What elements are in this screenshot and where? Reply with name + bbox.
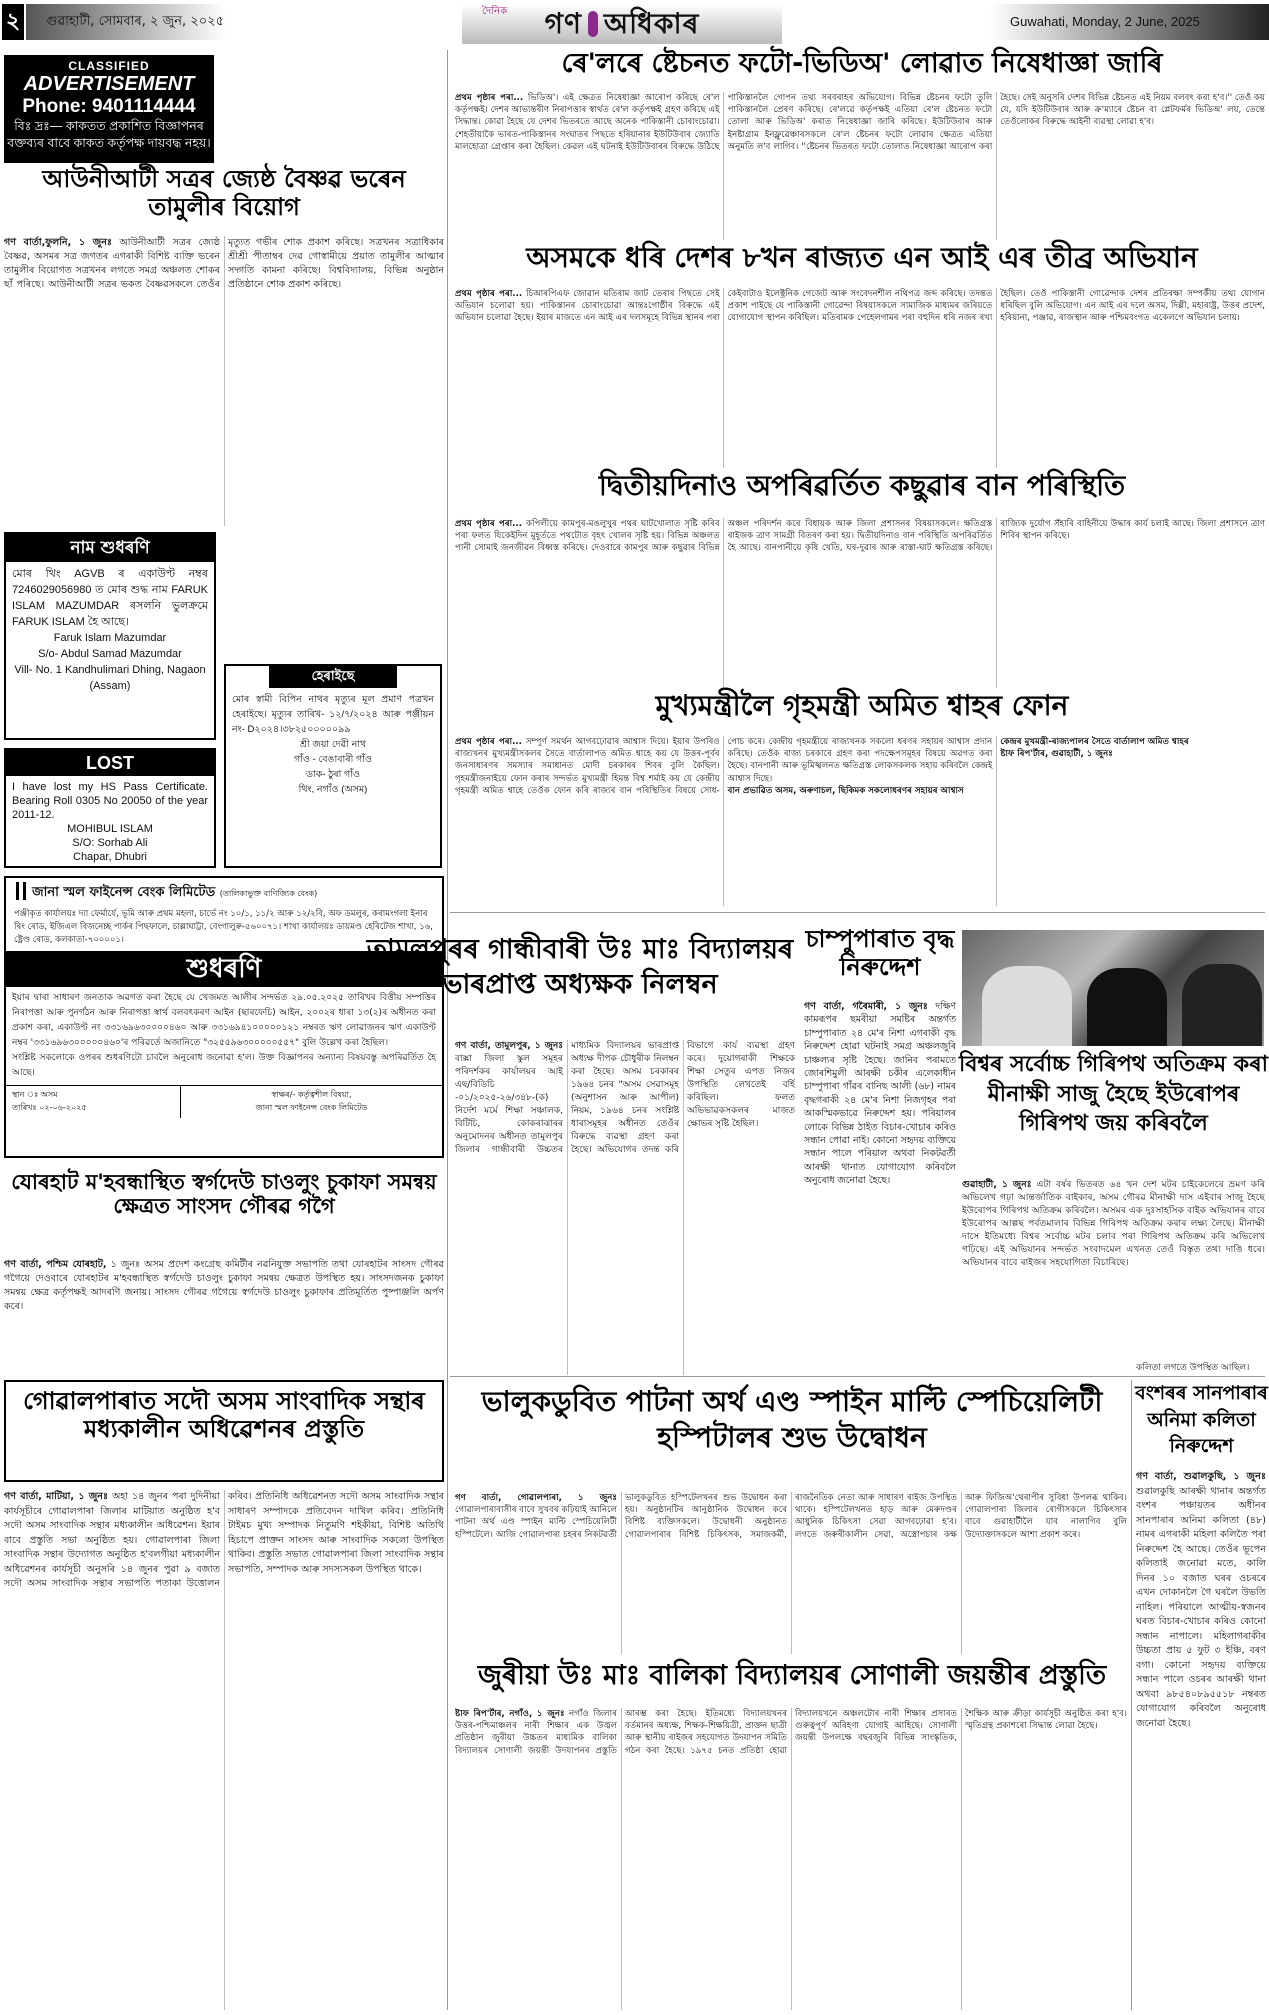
missing-woman-article [1136, 1470, 1266, 2010]
notice-address: গাঁও - বেঙাবাৰী গাঁও [293, 754, 372, 765]
subheadline: বান প্ৰভাৱিত অসম, অৰুণাচল, ছিকিমক সকলোধৰণৰ সহায়ৰ আশ্বাস [727, 785, 964, 796]
amit-shah-article [455, 736, 1265, 906]
dateline: গণ বাৰ্তা, পশ্চিম যোৰহাট, [4, 1259, 107, 1270]
patna-article [455, 1492, 1127, 1654]
ad-disclaimer: বিঃ দ্ৰঃ— কাকতত প্ৰকাশিত বিজ্ঞাপনৰ বক্তব্যৰ বাবে কাকত কৰ্তৃপক্ষ দায়বদ্ধ নহয়। [7, 119, 211, 150]
dateline: গণ বাৰ্তা, শুৱালকুছি, ১ জুনঃ [1136, 1471, 1266, 1482]
railway-photo-ban-headline: ৰে'লৰে ষ্টেচনত ফটো-ভিডিঅ' লোৱাত নিষেধাজ্ঞা জাৰি [561, 48, 1163, 79]
notice-title: নাম শুধৰণি [6, 534, 214, 562]
article-body: আউনীআটী সত্ৰৰ জ্যেষ্ঠ বৈষ্ণৱ, অসমৰ সত্ৰ জগতৰ এগৰাকী বিশিষ্ট ব্যক্তি ভৰেন তামুলীৰ বিয়োগত সত্ৰখনৰ লগতে সমগ্ৰ অঞ্চলত শোকৰ ছাঁ পৰিছে। আউনীআটী সত্ৰৰ ভকত বৈষ্ণৱসকলে তেওঁৰ মৃত্যুত গভীৰ শোক প্ৰকাশ কৰিছে। সত্ৰখনৰ সত্ৰাধিকাৰ শ্ৰীশ্ৰী পীতাম্বৰ দেৱ গোস্বামীয়ে প্ৰয়াত তামুলীৰ আত্মাৰ সদ্গতি কামনা কৰিছে। বিশ্ববিদ্যালয়, বিভিন্ন অনুষ্ঠান প্ৰতিষ্ঠানে শোক প্ৰকাশ কৰিছে। [4, 237, 444, 290]
person-figure [982, 966, 1072, 1046]
bank-subtitle: (তালিকাভুক্ত বাণিজ্যিক বেংক) [219, 889, 318, 898]
article-body: এটা বৰ্ষৰ ভিতৰত ৬৪ খন দেশ মটৰ চাইকেলেৰে ভ্ৰমণ কৰি অভিলেখ গঢ়া আন্তৰ্জাতিক বাইকাৰ, অসম গৌৰৱ মীনাক্ষী দাস এইবাৰ সাজু হৈছে ইউৰোপৰ গিৰিপথ অতিক্ৰম কৰিবলৈ। অসমৰ এক দুঃসাহসিক বাইক অভিযানৰ বাবে ইউৰোপৰ আল্পছ পৰ্বতমালাৰ বিভিন্ন গিৰিপথ অতিক্ৰম কৰাৰ লক্ষ্য লৈছে। মীনাক্ষী দাসে ইতিমধ্যে বিশ্বৰ সৰ্বোচ্চ মটৰ চলাব পৰা গিৰিপথ অতিক্ৰম কৰি অভিলেখ গঢ়িছে। এই অভিযানৰ সন্দৰ্ভত সংবাদমেল এখনত তেওঁ বিস্তৃত তথ্য দাঙি ধৰে। অভিযানৰ বাবে ৰাইজৰ সহযোগিতা বিচাৰিছে। [962, 1179, 1265, 1268]
notice-name: MOHIBUL ISLAM [67, 823, 153, 835]
advertisement-label: ADVERTISEMENT [23, 73, 195, 95]
corrigendum-text2: সংশ্লিষ্ট সকলোকে ওপৰৰ শুধৰণিটো চাবলৈ অনুৰোধ জনোৱা হ'ল। উক্ত বিজ্ঞাপনৰ অন্যান্য বিষয়বস্তু অপৰিৱৰ্তিত হৈ আছে। [12, 1053, 436, 1078]
bank-address: পঞ্জীকৃত কাৰ্যালয়ঃ দ্যা ফেৰ্মাৰ্যে, ভূমি আৰু প্ৰথম মহলা, চাৰ্ভে নং ১০/১, ১১/২ আৰু ১২/২বি, অফ ডমলুৰ, কৰামংগলা ইনাৰ ৰিং ৰোড, ইজিএল বিজনেচ্ছ পাৰ্কৰ পিছফালে, চাল্লাঘাট্টা, বেংগালুৰু-৫৬০০৭১। শাখা কাৰ্যালয়ঃ ডায়মণ্ড হেৰিটেজ শাখা, ১৬, ষ্ট্ৰেণ্ড ৰোড, কলকাতা-৭০০০০১। [14, 909, 433, 945]
date: তাৰিখঃ ০২-০৬-২০২৫ [12, 1103, 87, 1112]
amit-shah-call-headline: মুখ্যমন্ত্ৰীলৈ গৃহমন্ত্ৰী অমিত শ্বাহৰ ফোন [655, 689, 1069, 722]
dateline: গুৱাহাটী, ১ জুনঃ [962, 1179, 1032, 1190]
signatory: স্বাক্ষৰ/- কৰ্তৃত্বশীল বিষয়া, [271, 1090, 352, 1099]
subheadline: কেন্দ্ৰৰ মুখমন্ত্ৰী-ৰাজ্যপালৰ সৈতে বাৰ্তালাপ অমিত শ্বাহৰ [1000, 737, 1189, 747]
article-body: ১ জুনঃ অসম প্ৰদেশ কংগ্ৰেছ কমিটীৰ নৱনিযুক্ত সভাপতি তথা যোৰহাটৰ সাংসদ গৌৰৱ গগৈয়ে দেওবাৰে যোৰহাটৰ ম'হবন্ধাস্থিত স্বৰ্গদেউ চাওলুং চুকাফা সমন্বয় ক্ষেত্ৰত উপস্থিত হয়। সাংসদজনক চুকাফা সমন্বয় ক্ষেত্ৰ কৰ্তৃপক্ষই আদৰণি জনায়। সাংসদ গৌৰৱ গগৈয়ে স্বৰ্গদেউ চাওলুং চুকাফাৰ প্ৰতিমূৰ্তিত পুষ্পাঞ্জলি অৰ্পণ কৰে। [4, 1259, 444, 1312]
logo-figure-icon [588, 11, 598, 37]
patna-hospital-headline: ভালুকডুবিত পাটনা অৰ্থ এণ্ড স্পাইন মাল্টি স্পেচিয়েলিটী হস্পিটালৰ শুভ উদ্বোধন [481, 1385, 1103, 1455]
dateline: ষ্টাফ ৰিপ'ৰ্টাৰ, নগাঁও, ১ জুনঃ [455, 1709, 565, 1719]
auniati-headline: আউনীআটী সত্ৰৰ জ্যেষ্ঠ বৈষ্ণৱ ভৰেন তামুলীৰ বিয়োগ [42, 165, 406, 221]
dateline: গণ বাৰ্তা, গৰৈমাৰী, ১ জুনঃ [804, 1001, 928, 1012]
date-assamese: গুৱাহাটী, সোমবাৰ, ২ জুন, ২০২৫ [26, 4, 226, 40]
corrigendum-title: শুধৰণি [6, 951, 442, 987]
notice-title: LOST [6, 750, 214, 776]
juria-school-headline: জুৰীয়া উঃ মাঃ বালিকা বিদ্যালয়ৰ সোণালী জয়ন্তীৰ প্ৰস্তুতি [477, 1660, 1107, 1691]
article-body: সম্পূৰ্ণ সমৰ্থন আগবঢ়োৱাৰ আশ্বাস দিয়ে। ইয়াৰ উপৰিও ৰাজ্যখনৰ মুখ্যমন্ত্ৰীসকলৰ সৈতে বাৰ্তালাপত অমিত শ্বাহে কয় যে উত্তৰ-পূৰ্বৰ জনসাধাৰণৰ সমস্যাৰ সমাধানত মোদী চৰকাৰৰ শিবৰ বুলি কৈছিল। গৃহমন্ত্ৰীজনাইয়ে ফোন কৰাৰ সন্দৰ্ভত মুখ্যমন্ত্ৰী হিমন্ত বিশ্ব শৰ্মাই কয় যে কেন্দ্ৰীয় গৃহমন্ত্ৰী অমিত শ্বাহে তেওঁক ফোন কৰি ৰাজ্যৰ বান পৰিস্থিতিৰ বিষয়ে সোধ-পোচ কৰে। কেন্দ্ৰীয় গৃহমন্ত্ৰীয়ে ৰাজ্যখনক সকলো ধৰণৰ সহায়ৰ আশ্বাস প্ৰদান কৰিছে। তেওঁক ৰাজ্য চৰকাৰে গ্ৰহণ কৰা পদক্ষেপসমূহৰ বিষয়ে অৱগত কৰা হৈছে। বানপানী আৰু ভূমিস্খলনত ক্ষতিগ্ৰস্ত লোকসকলক সহায় কৰিবলৈ কেন্দ্ৰই আশ্বাস দিছে। [455, 737, 993, 796]
continued-label: প্ৰথম পৃষ্ঠাৰ পৰা... [455, 289, 523, 299]
person-figure [1087, 968, 1167, 1046]
continued-label: প্ৰথম পৃষ্ঠাৰ পৰা... [455, 737, 522, 747]
article-body: দক্ষিণ কামৰূপৰ ছমৰীয়া সমষ্টিৰ অন্তৰ্গত চাম্পুপাৰাত ২৪ মে'ৰ নিশা এগৰাকী বৃদ্ধ নিৰুদ্দেশ হোৱা ঘটনাই সমগ্ৰ অঞ্চলজুৰি চাঞ্চল্যৰ সৃষ্টি হৈছে। জানিব পৰামতে জোৰশিমুলী আৰক্ষী চকীৰ এলেকাধীন চাম্পুপাৰা গাঁৱৰ বানিছ আলী (৬৮) নামৰ বৃদ্ধগৰাকী ২৪ মে'ৰ নিশা নিজগৃহৰ পৰা আকস্মিকভাৱে নিৰুদ্দেশ হয়। পৰিয়ালৰ লোকে বিভিন্ন ঠাইত বিচাৰ-খোচাৰ কৰিও সন্ধান পোৱা নাই। কোনো সহৃদয় ব্যক্তিয়ে সন্ধান পালে পৰিয়াল অথবা নিকটৱৰ্তী আৰক্ষী থানাত যোগাযোগ কৰিবলৈ অনুৰোধ জনোৱা হৈছে। [804, 1001, 956, 1187]
jorhat-article [4, 1258, 444, 1376]
classified-label: CLASSIFIED [68, 59, 150, 73]
masthead [0, 0, 1269, 46]
meenakshi-headline: বিশ্বৰ সৰ্বোচ্চ গিৰিপথ অতিক্ৰম কৰা মীনাক্ষী সাজু হৈছে ইউৰোপৰ গিৰিপথ জয় কৰিবলৈ [959, 1052, 1268, 1137]
dateline: গণ বাৰ্তা,ফুলনি, ১ জুনঃ [4, 237, 113, 248]
notice-father: S/O: Sorhab Ali [72, 837, 148, 849]
article-body: নগাঁও জিলাৰ উত্তৰ-পশ্চিমাঞ্চলৰ নাৰী শিক্ষাৰ এক উজ্বল প্ৰতিষ্ঠান জুৰীয়া উচ্চতৰ মাধ্যমিক বালিকা বিদ্যালয়ৰ সোণালী জয়ন্তী উদযাপনৰ প্ৰস্তুতি আৰম্ভ কৰা হৈছে। ইতিমধ্যে বিদ্যালয়খনৰ বৰ্তমানৰ অধ্যক্ষ, শিক্ষক-শিক্ষয়িত্ৰী, প্ৰাক্তন ছাত্ৰী আৰু স্থানীয় ৰাইজৰ সহযোগত উদযাপন সমিতি গঠন কৰা হৈছে। ১৯৭৫ চনত প্ৰতিষ্ঠা হোৱা বিদ্যালয়খনে অঞ্চলটোৰ নাৰী শিক্ষাৰ প্ৰসাৰত গুৰুত্বপূৰ্ণ অৰিহণা যোগাই আহিছে। সোণালী জয়ন্তী উপলক্ষে বছৰজুৰি বিভিন্ন সাংস্কৃতিক, শৈক্ষিক আৰু ক্ৰীড়া কাৰ্যসূচী অনুষ্ঠিত কৰা হ'ব। স্মৃতিগ্ৰন্থ প্ৰকাশৰো সিদ্ধান্ত লোৱা হৈছে। [455, 1709, 1127, 1756]
section-divider [450, 912, 1265, 913]
press-conference-photo [962, 930, 1264, 1046]
nia-raid-headline: অসমকে ধৰি দেশৰ ৮খন ৰাজ্যত এন আই এৰ তীব্ৰ অভিযান [526, 241, 1198, 274]
bank-corrigendum-notice [4, 876, 444, 1158]
logo-left: গণ [544, 7, 582, 40]
meenakshi-article [962, 1178, 1265, 1368]
goalpara-headline-box [4, 1380, 444, 1482]
classified-ad-banner [4, 55, 214, 163]
flood-article [455, 518, 1265, 688]
tamulpur-article [455, 1040, 795, 1375]
notice-name: Faruk Islam Mazumdar [53, 632, 167, 644]
column-divider [447, 50, 448, 2010]
signatory-bank: জানা স্মল ফাইনেন্স বেংক লিমিটেড [255, 1103, 368, 1112]
article-body: শুৱালকুছি আৰক্ষী থানাৰ অন্তৰ্গত বংশৰ পঞ্চায়তৰ অধীনৰ সানপাৰাৰ অনিমা কলিতা (৪৮) নামৰ এগৰাকী মহিলা কলিতৈ পৰা নিৰুদ্দেশ হৈ আছে। তেওঁৰ ভূপেন কলিতাই জনোৱা মতে, কালি দিনৰ ১০ বজাত ঘৰৰ ওচৰৰে এখন দোকানলৈ গৈ ঘৰলৈ উভতি নাহিল। পৰিয়ালে আত্মীয়-স্বজনৰ ঘৰত বিচাৰ-খোচাৰ কৰিও কোনো সন্ধান নাপালে। মহিলাগৰাকীৰ উচ্চতা প্ৰায় ৫ ফুট ৩ ইঞ্চি, বৰণ বগা। কোনো সহৃদয় ব্যক্তিয়ে সন্ধান পালে ওচৰৰ আৰক্ষী থানা অথবা ৯৮৫৪০৮৯৫৫১৮ নম্বৰত যোগাযোগ কৰিবলৈ অনুৰোধ জনোৱা হৈছে। [1136, 1485, 1266, 1729]
article-body: গোৱালপাৰাবাসীৰ বাবে সুখবৰ কঢ়িয়াই আনিলে পাটনা অৰ্থ এণ্ড স্পাইন মাল্টি স্পেচিয়েলিটী হস্পিটেলে। আজি গোৱালপাৰা চহৰৰ নিকটৱৰ্তী ভালুকডুবিত হস্পিটেলখনৰ শুভ উদ্বোধন কৰা হয়। অনুষ্ঠানটিৰ আনুষ্ঠানিক উদ্বোধন কৰে বিশিষ্ট ব্যক্তিসকলে। উদ্বোধনী অনুষ্ঠানত গোৱালপাৰাৰ বিশিষ্ট চিকিৎসক, সমাজকৰ্মী, ৰাজনৈতিক নেতা আৰু সাধাৰণ ৰাইজ উপস্থিত থাকে। হস্পিটেলখনত হাড় আৰু মেৰুদণ্ডৰ আধুনিক চিকিৎসা সেৱা আগবঢ়োৱা হ'ব। লগতে জৰুৰীকালীন সেৱা, অস্ত্ৰোপচাৰ কক্ষ আৰু ফিজিঅ'থেৰাপীৰ সুবিধা উপলব্ধ থাকিব। গোৱালপাৰা জিলাৰ ৰোগীসকলে চিকিৎসাৰ বাবে গুৱাহাটীলৈ যাব নালাগিব বুলি উদ্যোক্তাসকলে আশা প্ৰকাশ কৰে। [455, 1493, 1127, 1540]
date-english: Guwahati, Monday, 2 June, 2025 [990, 4, 1269, 40]
signature-table [6, 1085, 442, 1118]
notice-text: মোৰ থিং AGVB ৰ একাউণ্ট নম্বৰ 7246029056980 ত মোৰ শুদ্ধ নাম FARUK ISLAM MAZUMDAR ৰসলনি ভুলক্ৰমে FARUK ISLAM হৈ আছে। [12, 568, 208, 628]
article-body: অহা ১৪ জুনৰ পৰা দুদিনীয়া কাৰ্যসূচীৰে গোৱালপাৰা জিলাৰ মাটিয়াত অনুষ্ঠিত হ'ব সদৌ অসম সাংবাদিক সন্থাৰ মধ্যকালীন অধিৱেশন। ইয়াৰ বাবে প্ৰস্তুতি সভা অনুষ্ঠিত হয়। গোৱালপাৰা জিলা সাংবাদিক সন্থাৰ উদ্যোগত অনুষ্ঠিত হ'বলগীয়া মধ্যকালীন অধিৱেশনৰ কাৰ্যসূচী অনুসৰি ১৪ জুনৰ পুৱা ৯ বজাত সদৌ অসম সাংবাদিক সন্থাৰ সভাপতি পতাকা উত্তোলন কৰিব। প্ৰতিনিধি অধিৱেশনত সদৌ অসম সাংবাদিক সন্থাৰ সাধাৰণ সম্পাদকে প্ৰতিবেদন দাখিল কৰিব। প্ৰতিনিধি টাইমচ মুখ্য সম্পাদক নিতুমণি শইকীয়া, বিশিষ্ট অতিথি হিচাপে প্ৰাক্তন সাংসদ আৰু সাংবাদিক সকলো উপস্থিত থাকিব। প্ৰস্তুতি সভাত গোৱালপাৰা জিলা সাংবাদিক সন্থাৰ সভাপতি, সম্পাদক আৰু সদস্যসকল উপস্থিত থাকে। [4, 1491, 444, 1589]
jorhat-headline: যোৰহাট ম'হবন্ধাস্থিত স্বৰ্গদেউ চাওলুং চুকাফা সমন্বয় ক্ষেত্ৰত সাংসদ গৌৰৱ গগৈ [11, 1170, 437, 1219]
notice-address: Chapar, Dhubri [73, 851, 147, 863]
article-body: চিআৰপিএফ জোৱান মতিৰাম জাট তেৰাৰ পিছতে সেই অভিযান চলোৱা হয়। পাকিস্তানৰ চোৰাংচোৱা আন্তঃগোষ্ঠীৰ বিৰুদ্ধে এই অভিযান চলোৱা হৈছে। ইয়াৰ মাজতে এন আই এৰ দলসমূহে বিভিন্ন স্থানৰ পৰা কেইবাটাও ইলেক্ট্ৰনিক গেজেট আৰু সংবেদনশীল নথিপত্ৰ জব্দ কৰিছে। তদন্তত প্ৰকাশ পাইছে যে পাকিস্তানী গোৱেন্দা বিষয়াসকলে সামাজিক মাধ্যমৰ জৰিয়তে যোগাযোগ স্থাপন কৰিছিল। মতিৰামক পেহেলগামৰ পৰা বহুদিন ধৰি নজৰ ৰখা হৈছিল। তেওঁ পাকিস্তানী গোৱেন্দাক দেশৰ প্ৰতিৰক্ষা সম্পৰ্কীয় তথ্য যোগান ধৰিছিল বুলি অভিযোগ। এন আই এৰ দলে অসম, দিল্লী, মহাৰাষ্ট্ৰ, উত্তৰ প্ৰদেশ, হৰিয়ানা, পঞ্জাৱ, ৰাজস্থান আৰু পশ্চিমবংগত একেলগে অভিযান চলায়। [455, 289, 1265, 324]
goalpara-article [4, 1490, 444, 2010]
lost-notice [4, 748, 216, 868]
notice-title: হেৰাইছে [269, 666, 397, 688]
goalpara-headline: গোৱালপাৰাত সদৌ অসম সাংবাদিক সন্থাৰ মধ্যকালীন অধিৱেশনৰ প্ৰস্তুতি [23, 1387, 425, 1443]
column-divider [1131, 1380, 1132, 2010]
bank-logo-icon [16, 882, 26, 900]
newspaper-logo [462, 4, 782, 44]
place: স্থান ঃ অসম [12, 1090, 58, 1099]
champupara-article [804, 1000, 956, 1370]
tamulpur-headline: তামুলপুৰৰ গান্ধীবাৰী উঃ মাঃ বিদ্যালয়ৰ ভাৰপ্ৰাপ্ত অধ্যক্ষক নিলম্বন [366, 934, 794, 1001]
dateline: গণ বাৰ্তা, মাটিয়া, ১ জুনঃ [4, 1491, 109, 1502]
notice-text: মোৰ স্বামী বিপিন নাথৰ মৃত্যুৰ মূল প্ৰমাণ পত্ৰখন হেৰাইছে। মৃত্যুৰ তাৰিখ- ১২/৭/২০২৪ আৰু পঞ্জীয়ন নং- D২০২৪।৩৮২৫০০০০০৯৯ [232, 694, 434, 735]
ad-phone: Phone: 9401114444 [22, 96, 196, 117]
continued-label: প্ৰথম পৃষ্ঠাৰ পৰা... [455, 93, 524, 103]
corrigendum-text: ইয়াৰ দ্বাৰা সাধাৰণ জনতাক অৱগত কৰা হৈছে যে খেজমত আলীৰ সন্দৰ্ভত ২৯.০৫.২০২৫ তাৰিখৰ বিত্তীয় সম্পত্তিৰ নিৰাপত্তা আৰু পুনৰ্গঠন আৰু নিৰাপত্তা স্বাৰ্থ বলবৎকৰণ আইন (ছাৰফেচি) আইন, ২০০২ৰ ধাৰা ১৩(২)ৰ অধীনত কৰা প্ৰকাশ কৰা, একাউণ্ট নং ৩৩১৬৯৬৩০০০০৪৬০ আৰু ৩৩১৬৯৪১০০০০০১২১ নম্বৰত ঋণ লোৱাজনৰ ঋণ একাউণ্ট নম্বৰ '৩৩১৬৯৬৩০০০০০৪৬০'ৰ পৰিৱৰ্তে অজানিতে "৩২৫৫৯৬৩০০০০০৫৫৭" বুলি উল্লেখ কৰা হৈছিল। [12, 993, 436, 1048]
person-figure [1182, 964, 1262, 1046]
auniati-article [4, 236, 444, 526]
logo-small-text: দৈনিক [482, 6, 508, 17]
notice-text: I have lost my HS Pass Certificate. Bearing Roll 0305 No 20050 of the year 2011-12. [12, 781, 208, 821]
juria-article [455, 1708, 1127, 2010]
article-body: ভিডিঅ'। এই ক্ষেত্ৰত নিষেধাজ্ঞা আৰোপ কৰিছে ৰে'ল কৰ্তৃপক্ষই। দেশৰ আভ্যন্তৰীণ নিৰাপত্তাৰ স্বাৰ্থত ৰে'ল কৰ্তৃপক্ষই গ্ৰহণ কৰিছে এই সিদ্ধান্ত। কোৱা হৈছে যে দেশৰ ভিতৰতে আছে অনেক পাকিস্তানী চোৰাংচোৱা। শেহতীয়াকৈ ভাৰত-পাকিস্তানৰ সংঘাতৰ পিছতে হৰিয়ানাৰ ইউটিউবাৰ জ্যোতি মালহোত্ৰা গ্ৰেপ্তাৰ কৰা হৈছিল। কেৱল এই ঘটনাই ইউটিউবাৰৰ বিৰুদ্ধে উঠিছে পাকিস্তানলৈ গোপন তথ্য সৰবৰাহৰ অভিযোগ। বিভিন্ন ষ্টেচনৰ ফটো তুলি পাকিস্তানলৈ প্ৰেৰণ কৰিছে। ৰে'লৱে কৰ্তৃপক্ষই এতিয়া ৰে'ল ষ্টেচনত ফটো তোলা আৰু ভিডিঅ' কৰাত নিষেধাজ্ঞা জাৰি কৰিছে। ইউটিউবাৰ আৰু ইনষ্টাগ্ৰাম ইনফ্লুৱেঞ্চাৰসকলে ৰে'ল ষ্টেচনৰ ফটো লোৱাৰ ক্ষেত্ৰত এতিয়া অনুমতি ল'ব লাগিব। ''ষ্টেচনৰ ভিতৰত ফটো তোলাত নিষেধাজ্ঞা আৰোপ কৰা হৈছে। সেই অনুসৰি দেশৰ বিভিন্ন ষ্টেচনত এই নিয়ম বলবৎ কৰা হ'ব।'' তেওঁ কয় যে, যদি ইউটিউবাৰ আৰু ক্ৰ'ম্যাৰে ষ্টেচন বা প্লেটফৰ্মৰ ভিডিঅ' লয়, তেন্তে তেওঁলোকৰ বিৰুদ্ধে আইনী ব্যৱস্থা লোৱা হ'ব। [455, 93, 1265, 152]
dateline: গণ বাৰ্তা, গোৱালপাৰা, ১ জুনঃ [455, 1493, 617, 1503]
article-body: বাক্সা জিলা স্কুল সমূহৰ পৰিদৰ্শকৰ কাৰ্যালয়ৰ আই এছ/বিডিচি -০১/২০২৫-২৬/৩৪৮-(ক) নিৰ্দেশ মৰ্মে শিক্ষা সঞ্চালক, বিটিচি, কোকৰাঝাৰৰ অনুমোদনৰ অধীনত তামুলপুৰ জিলাৰ গান্ধীবাৰী উচ্চতৰ মাধ্যমিক বিদ্যালয়ৰ ভাৰপ্ৰাপ্ত অধ্যক্ষ দীপক চৌধুৰীক নিলম্বন কৰা হৈছে। অসম চৰকাৰৰ ১৯৬৪ চনৰ "অসম সেৱাসমূহ (অনুশাসন আৰু আপীল) নিয়ম, ১৯৬৪ চনৰ সংশ্লিষ্ট ধাৰাসমূহৰ অধীনত তেওঁৰ বিৰুদ্ধে ব্যৱস্থা গ্ৰহণ কৰা হৈছে। অভিযোগৰ তদন্ত কৰি বিভাগে কাৰ্য ব্যৱস্থা গ্ৰহণ কৰে। দুয়োগৰাকী শিক্ষকে শিক্ষা সেতুৰ এপত নিজৰ উপস্থিতি লেখতেই বৰ্হি কৰিছিল। ফলত অভিভাৱকসকলৰ মাজত ক্ষোভৰ সৃষ্টি হৈছিল। [455, 1041, 795, 1155]
nia-article [455, 288, 1265, 468]
section-divider [450, 1376, 1265, 1377]
notice-name: শ্ৰী জয়া দেৱী নাথ [299, 739, 367, 750]
continued-label: প্ৰথম পৃষ্ঠাৰ পৰা... [455, 519, 522, 529]
champupara-headline: চাম্পুপাৰাত বৃদ্ধ নিৰুদ্দেশ [805, 925, 955, 981]
previous-article-end: কলিতা লগতে উপস্থিত আছিল। [1136, 1363, 1250, 1373]
notice-address: Vill- No. 1 Kandhulimari Dhing, Nagaon (Assam) [14, 664, 206, 692]
missing-woman-headline: বংশৰৰ সানপাৰাৰ অনিমা কলিতা নিৰুদ্দেশ [1135, 1382, 1268, 1458]
page-number: ২ [2, 4, 24, 40]
bank-name: জানা স্মল ফাইনেন্স বেংক লিমিটেড [32, 885, 216, 900]
railway-article [455, 92, 1265, 240]
lost-certificate-notice [224, 664, 442, 868]
notice-father: S/o- Abdul Samad Mazumdar [38, 648, 182, 660]
notice-address: ডাক- ঠুৰা গাঁও [306, 769, 360, 780]
article-body: কপিলীয়ে কামপুৰ-মঙলুখুৰ পথৰ ঘাটখোলাত সৃষ্টি কৰিব পৰা ফলত যিকেইদিন মুহূৰ্ততে পথটোত বৃহৎ খোলৰ সৃষ্টি হয়। বিভিন্ন অঞ্চলত পানী সোমাই জনজীৱন বিধ্বস্ত কৰিছে। দেওবাৰে কামপুৰ আৰু কছুৱাৰ বিভিন্ন অঞ্চল পৰিদৰ্শন কৰে বিধায়ক আৰু জিলা প্ৰশাসনৰ বিষয়াসকলে। ক্ষতিগ্ৰস্ত ৰাইজক ত্ৰাণ সামগ্ৰী বিতৰণ কৰা হয়। দ্বিতীয়দিনাও বান পৰিস্থিতি অপৰিৱৰ্তিত হৈ আছে। বানপানীয়ে কৃষি খেতি, ঘৰ-দুৱাৰ আৰু ৰাস্তা-ঘাট ক্ষতিগ্ৰস্ত কৰিছে। ৰাজ্যিক দুৰ্যোগ সঁহাৰি বাহিনীয়ে উদ্ধাৰ কাৰ্য চলাই আছে। জিলা প্ৰশাসনে ত্ৰাণ শিবিৰ স্থাপন কৰিছে। [455, 519, 1265, 554]
dateline: ষ্টাফ ৰিপ'ৰ্টাৰ, গুৱাহাটী, ১ জুনঃ [1000, 749, 1113, 760]
name-correction-notice [4, 532, 216, 740]
notice-address: থিং, নগাঁও (অসম) [298, 784, 368, 795]
logo-right: অধিকাৰ [603, 7, 700, 40]
dateline: গণ বাৰ্তা, তামুলপুৰ, ১ জুনঃ [455, 1041, 563, 1051]
flood-headline: দ্বিতীয়দিনাও অপৰিৱৰ্তিত কছুৱাৰ বান পৰিস্থিতি [598, 469, 1126, 502]
